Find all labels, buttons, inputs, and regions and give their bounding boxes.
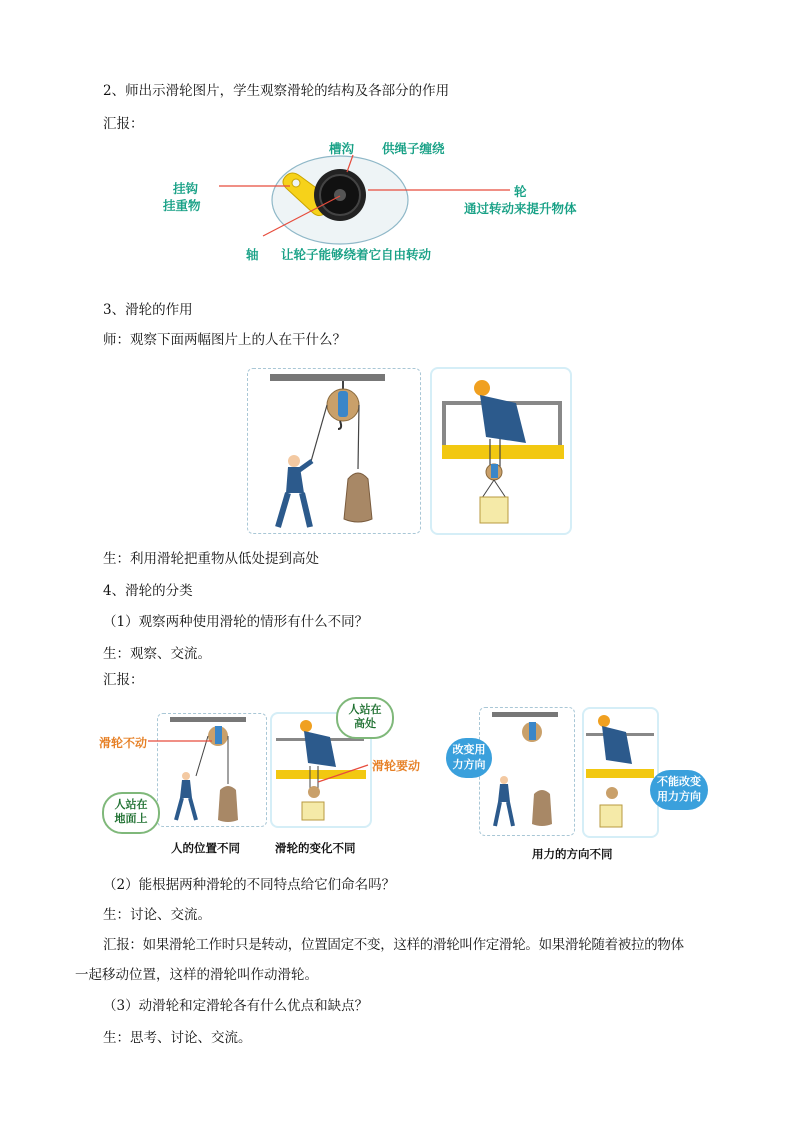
axle-label: 轴	[246, 247, 259, 262]
change-direction-text-2: 力方向	[452, 758, 486, 771]
direction-fixed-panel	[479, 707, 575, 836]
section3-question: 师：观察下面两幅图片上的人在干什么？	[103, 332, 346, 348]
person-high-bubble	[336, 697, 394, 739]
groove-label: 槽沟	[329, 141, 355, 156]
groove-desc: 供绳子缠绕	[382, 141, 445, 156]
caption-change: 滑轮的变化不同	[275, 841, 356, 855]
person-high-text-1: 人站在	[348, 703, 382, 716]
pulley-fixed-label: 滑轮不动	[99, 736, 148, 750]
section4-q3: （3）动滑轮和定滑轮各有什么优点和缺点？	[103, 998, 369, 1014]
pulley-moves-label: 滑轮要动	[372, 759, 421, 773]
section4-a2: 生：讨论、交流。	[103, 907, 211, 923]
person-high-text-2: 高处	[354, 717, 376, 730]
wheel-label: 轮	[514, 184, 527, 199]
change-direction-bubble	[446, 738, 492, 778]
section2-heading: 2、师出示滑轮图片，学生观察滑轮的结构及各部分的作用	[103, 83, 450, 99]
direction-movable-panel	[582, 707, 659, 838]
section4-q1: （1）观察两种使用滑轮的情形有什么不同？	[103, 614, 369, 630]
section2-report-label: 汇报：	[103, 116, 144, 132]
person-ground-text-1: 人站在	[114, 798, 148, 811]
section4-report2-line1: 汇报：如果滑轮工作时只是转动，位置固定不变，这样的滑轮叫作定滑轮。如果滑轮随着被拉的物体	[103, 937, 684, 953]
section4-report2-line2: 一起移动位置，这样的滑轮叫作动滑轮。	[75, 967, 318, 983]
person-ground-bubble	[102, 792, 160, 834]
section4-a3: 生：思考、讨论、交流。	[103, 1030, 252, 1046]
section4-q2: （2）能根据两种滑轮的不同特点给它们命名吗？	[103, 877, 396, 893]
hook-label: 挂钩	[173, 181, 199, 196]
caption-direction: 用力的方向不同	[532, 847, 613, 861]
section3-answer: 生：利用滑轮把重物从低处提到高处	[103, 551, 319, 567]
no-change-direction-bubble	[650, 770, 708, 810]
section4-report-label: 汇报：	[103, 672, 144, 688]
hook-desc: 挂重物	[163, 198, 201, 213]
axle-desc: 让轮子能够绕着它自由转动	[281, 247, 432, 262]
direction-fixed-drawing	[480, 708, 574, 835]
section3-heading: 3、滑轮的作用	[103, 302, 193, 318]
section4-heading: 4、滑轮的分类	[103, 583, 193, 599]
caption-position: 人的位置不同	[171, 841, 240, 855]
no-change-text-2: 用力方向	[657, 790, 701, 803]
person-ground-text-2: 地面上	[114, 812, 148, 825]
section4-a1: 生：观察、交流。	[103, 646, 211, 662]
no-change-text-1: 不能改变	[657, 775, 701, 788]
direction-movable-drawing	[584, 709, 657, 836]
change-direction-text-1: 改变用	[452, 743, 486, 756]
wheel-desc: 通过转动来提升物体	[464, 201, 577, 216]
